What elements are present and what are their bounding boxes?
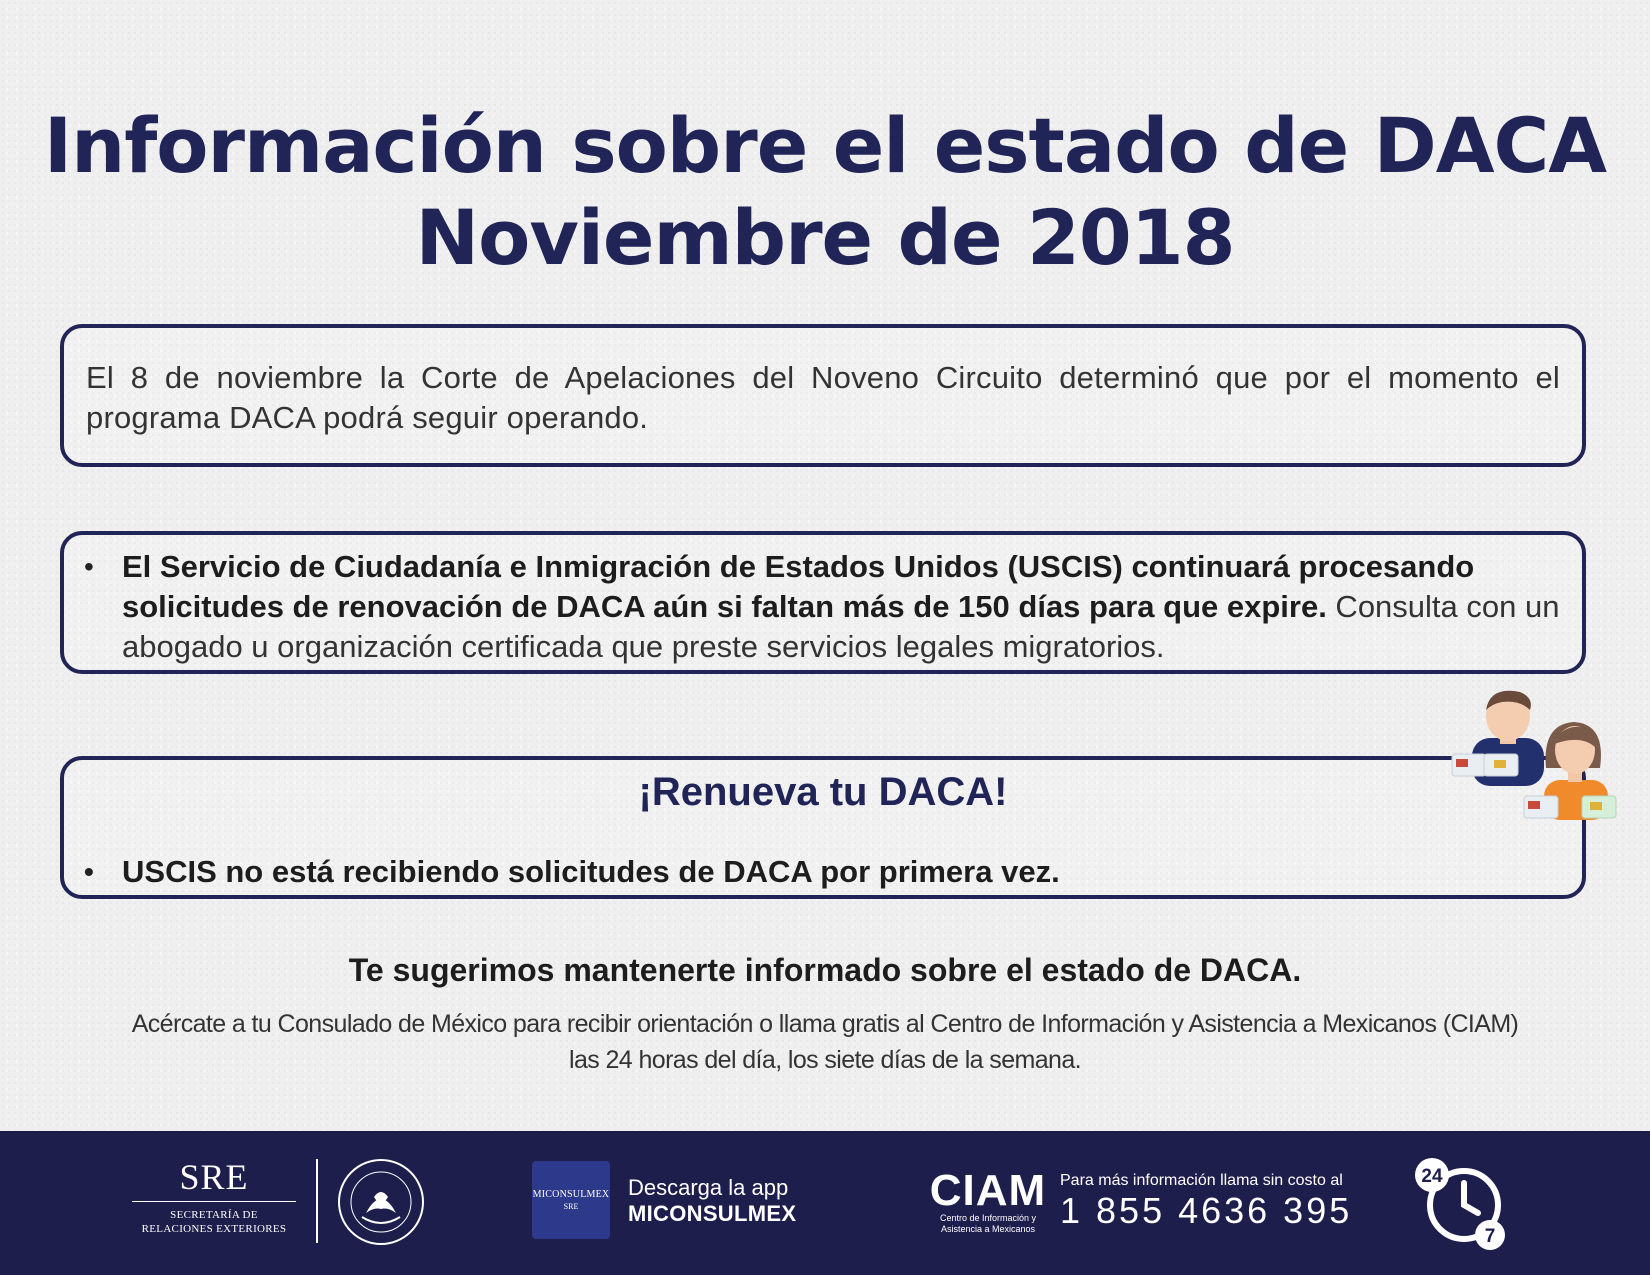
renew-box: [60, 756, 1586, 899]
ciam-sub-1: Centro de Información y: [939, 1213, 1037, 1223]
sre-acronym: SRE: [179, 1157, 249, 1197]
app-tile-sub: SRE: [563, 1202, 579, 1211]
title-line-2: Noviembre de 2018: [415, 193, 1235, 282]
renew-bullet: [84, 852, 1562, 892]
ruling-text: El 8 de noviembre la Corte de Apelaciones del Noveno Circuito determinó que por el momento el programa DACA podrá seguir operando.: [86, 360, 1560, 435]
suggestion-text: Te sugerimos mantenerte informado sobre el estado de DACA.: [348, 952, 1302, 988]
uscis-text: [122, 547, 1562, 667]
renew-text: USCIS no está recibiendo solicitudes de DACA por primera vez.: [122, 854, 1060, 889]
clock-hours-label: 24: [1421, 1166, 1443, 1187]
call-label: Para más información llama sin costo al: [1060, 1172, 1343, 1189]
sre-name-line-1: SECRETARÍA DE: [170, 1209, 258, 1221]
uscis-bold-text: El Servicio de Ciudadanía e Inmigración de Estados Unidos (USCIS) continuará procesando solicitudes de renovación de DACA aún si faltan más de 150 días para que expire.: [122, 549, 1475, 624]
clock-days-label: 7: [1484, 1226, 1496, 1247]
info-line-2: las 24 horas del día, los siete días de la semana.: [569, 1046, 1081, 1074]
renew-heading: ¡Renueva tu DACA!: [638, 770, 1008, 814]
sre-logo: [132, 1157, 296, 1236]
app-download-label: Descarga la app: [628, 1175, 789, 1200]
phone-number[interactable]: 1 855 4636 395: [1060, 1190, 1353, 1231]
footer-bar: [0, 1131, 1650, 1275]
people-illustration-icon: [1450, 688, 1630, 828]
app-name: MICONSULMEX: [628, 1201, 797, 1226]
ciam-sub-2: Asistencia a Mexicanos: [940, 1224, 1036, 1234]
ruling-box: [60, 324, 1586, 467]
title-line-1: Información sobre el estado de DACA: [43, 101, 1607, 190]
miconsulmex-app-tile[interactable]: [532, 1161, 610, 1239]
mexican-seal-icon: [336, 1157, 426, 1247]
consulate-info: [80, 1006, 1570, 1078]
uscis-bullet: [84, 547, 1562, 667]
sre-rule: [132, 1201, 296, 1202]
info-line-1: Acércate a tu Consulado de México para recibir orientación o llama gratis al Centro de Información y Asistencia a Mexicanos (CIAM): [131, 1010, 1519, 1038]
ciam-acronym: CIAM: [929, 1166, 1047, 1215]
bullet-dot: •: [84, 551, 94, 582]
app-download-text: [628, 1175, 796, 1227]
uscis-normal-text: Consulta con un abogado u organización certificada que preste servicios legales migratorios.: [122, 589, 1560, 664]
bullet-dot: •: [84, 856, 94, 887]
sre-name-line-2: RELACIONES EXTERIORES: [141, 1223, 287, 1235]
app-tile-name: MICONSULMEX: [532, 1189, 610, 1200]
footer-divider: [316, 1159, 318, 1243]
clock-24-7-icon: [1412, 1153, 1512, 1253]
page-title: [0, 100, 1650, 284]
call-info: [1060, 1171, 1352, 1231]
uscis-box: [60, 531, 1586, 674]
ciam-logo: [928, 1166, 1048, 1235]
